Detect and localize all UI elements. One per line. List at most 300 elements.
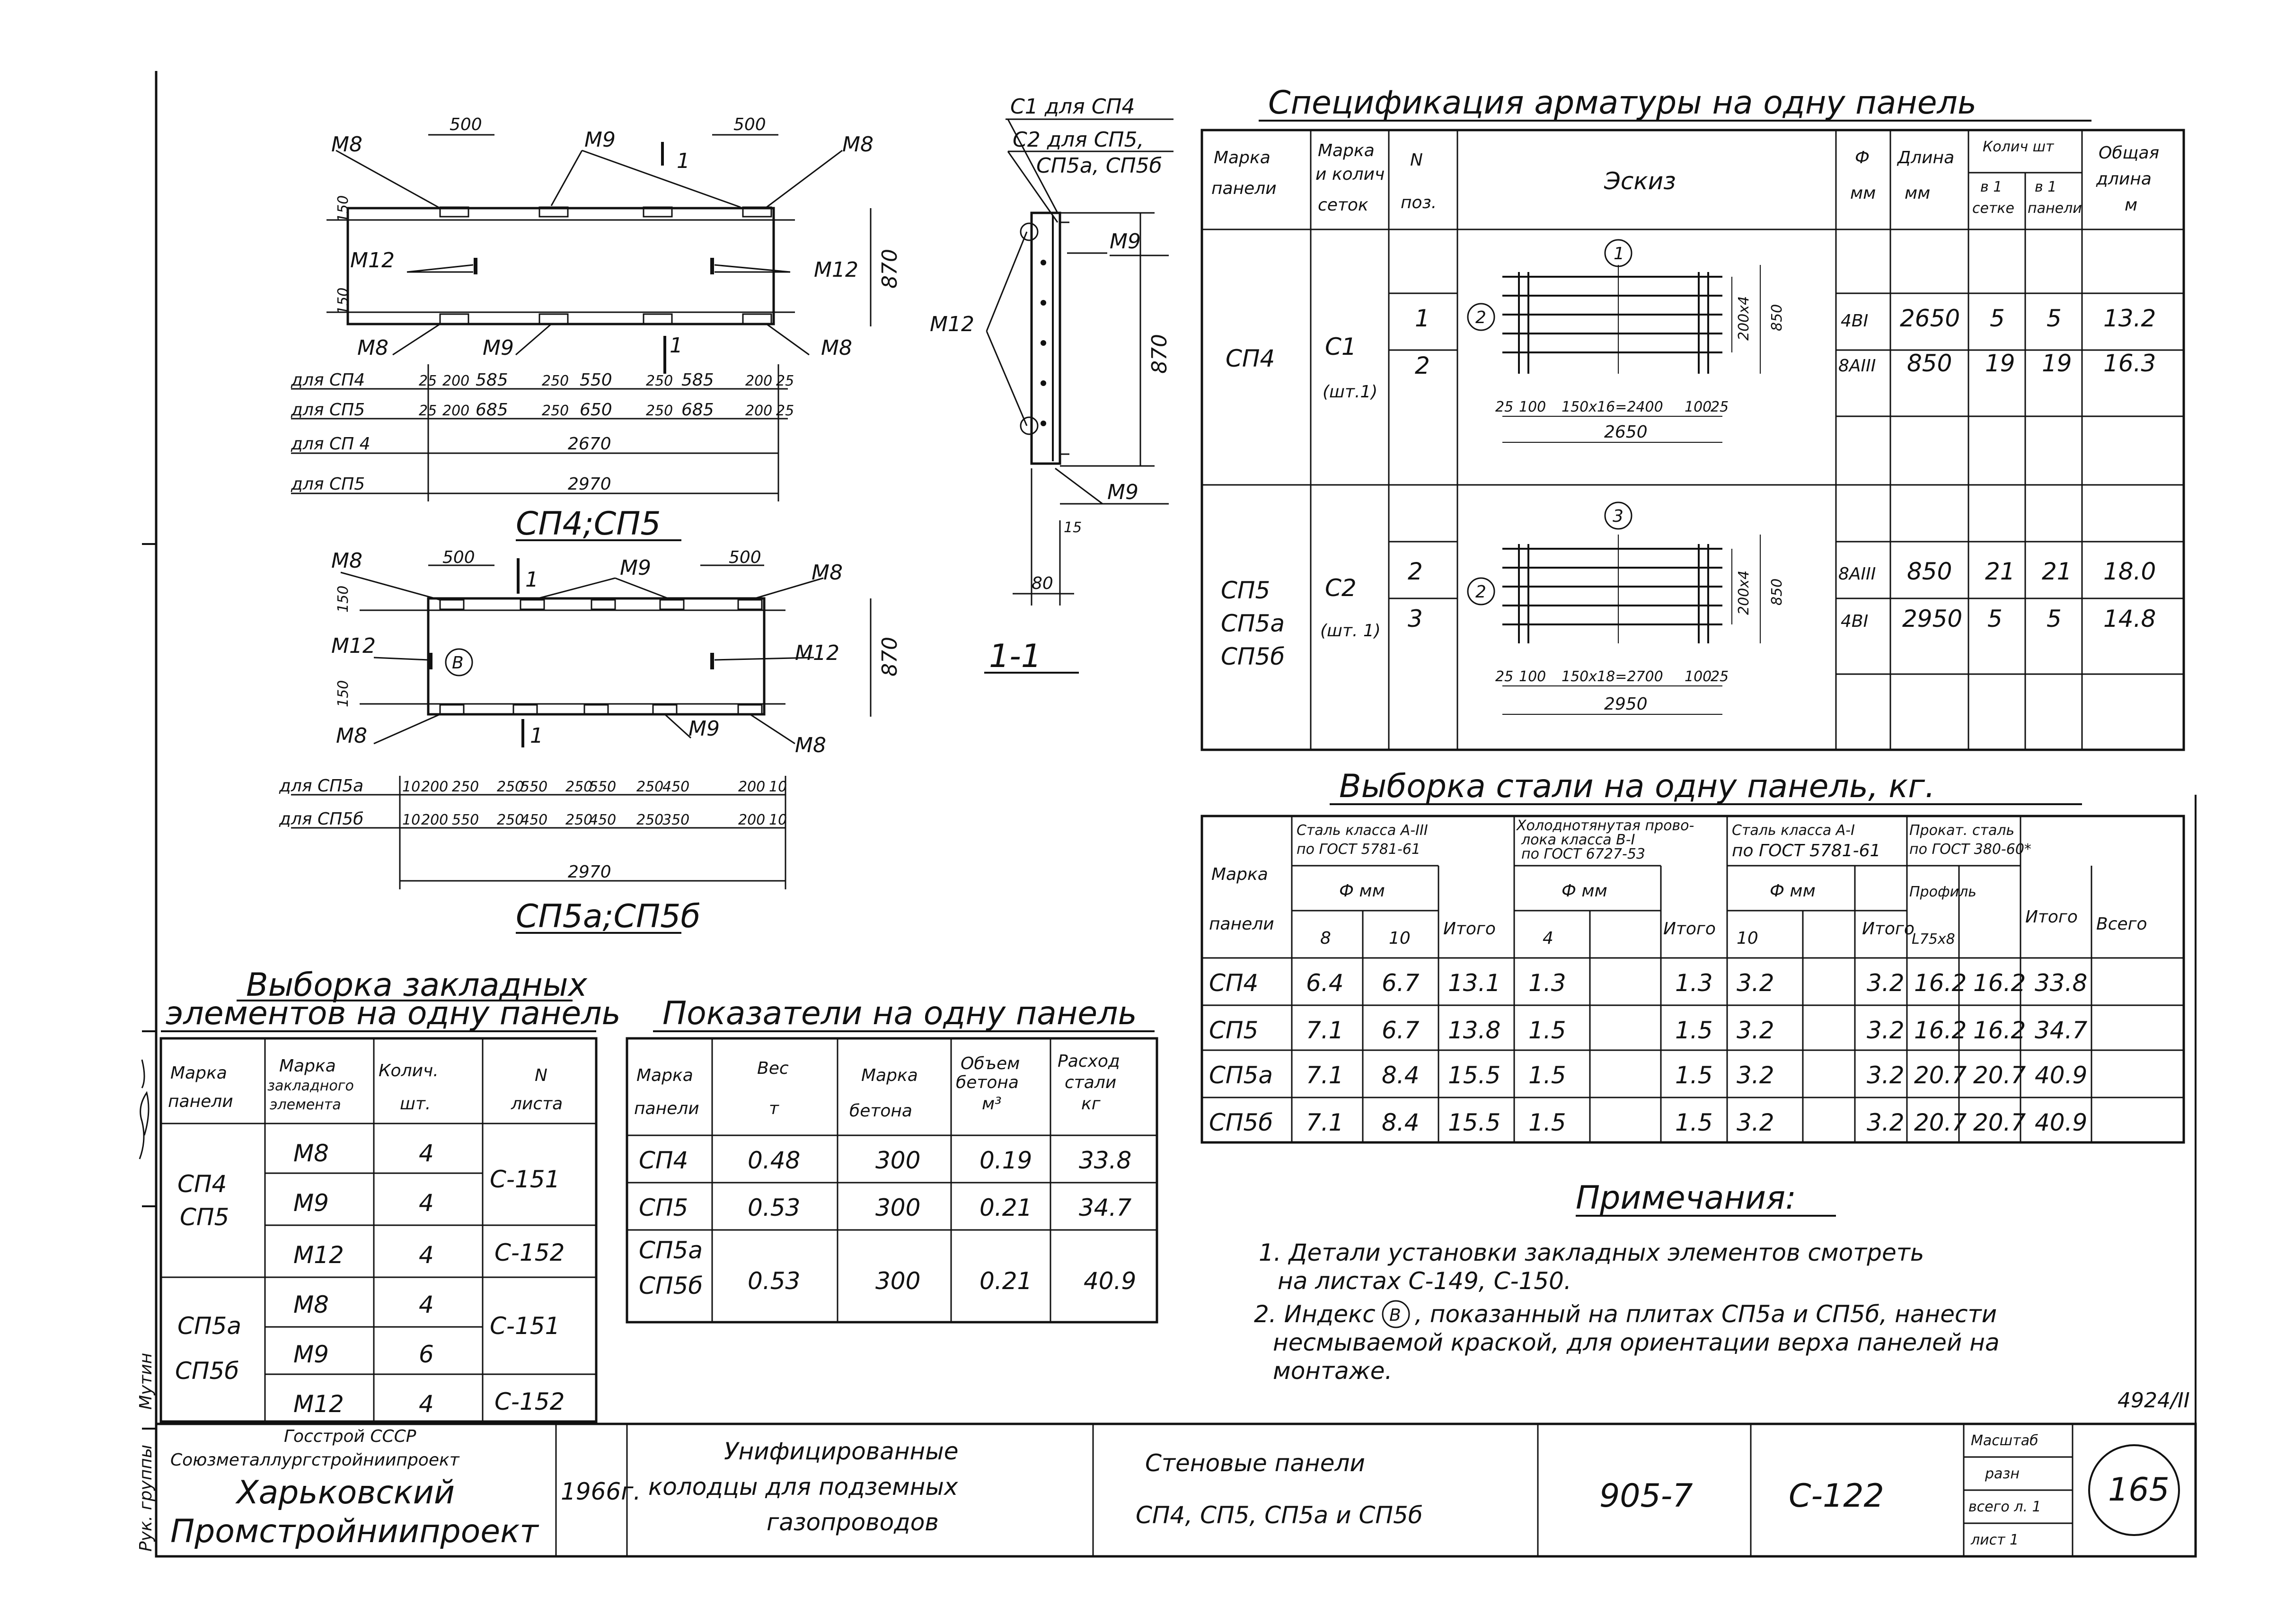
svg-text:разн: разн [1985, 1466, 2020, 1482]
svg-text:7.1: 7.1 [1306, 1017, 1344, 1044]
svg-text:С-152: С-152 [494, 1239, 565, 1266]
svg-text:7.1: 7.1 [1306, 1109, 1344, 1136]
section-1-1 [930, 95, 1173, 675]
svg-text:М9: М9 [293, 1189, 329, 1217]
svg-text:М12: М12 [293, 1390, 344, 1418]
svg-text:3.2: 3.2 [1737, 969, 1774, 997]
svg-text:Эскиз: Эскиз [1604, 167, 1676, 195]
svg-text:М8: М8 [795, 733, 826, 757]
svg-text:0.48: 0.48 [748, 1147, 801, 1174]
svg-text:Харьковский: Харьковский [237, 1474, 455, 1511]
svg-text:, показанный на плитах СП5а и: , показанный на плитах СП5а и СП5б, нанести [1415, 1300, 1997, 1328]
svg-text:Стеновые панели: Стеновые панели [1145, 1449, 1365, 1477]
svg-text:250: 250 [452, 779, 479, 795]
svg-text:150: 150 [335, 195, 352, 222]
series-number: 905-7 [1599, 1477, 1693, 1515]
svg-text:СП4: СП4 [1209, 969, 1259, 997]
svg-text:40.9: 40.9 [1084, 1267, 1137, 1295]
svg-text:по ГОСТ 380-60*: по ГОСТ 380-60* [1909, 841, 2031, 858]
svg-text:Марка: Марка [1214, 148, 1271, 167]
svg-text:585: 585 [476, 370, 508, 390]
svg-text:для СП5: для СП5 [291, 400, 365, 420]
svg-text:СП5а: СП5а [1221, 610, 1285, 637]
page-number: 165 [2108, 1471, 2170, 1509]
svg-text:1.3: 1.3 [1528, 969, 1566, 997]
svg-text:Итого: Итого [1443, 919, 1496, 939]
svg-text:10: 10 [1737, 929, 1758, 948]
svg-text:550: 550 [452, 812, 479, 828]
svg-text:0.21: 0.21 [979, 1267, 1032, 1295]
svg-text:2: 2 [1415, 352, 1430, 379]
label-m9-b: М9 [483, 336, 514, 360]
svg-text:М9: М9 [1107, 480, 1138, 504]
svg-text:2950: 2950 [1604, 694, 1648, 714]
svg-text:3.2: 3.2 [1867, 1109, 1905, 1136]
svg-text:10: 10 [402, 812, 421, 828]
svg-text:3.2: 3.2 [1867, 1017, 1905, 1044]
svg-text:кг: кг [1081, 1094, 1101, 1114]
svg-text:М8: М8 [812, 561, 843, 585]
svg-text:21: 21 [1985, 558, 2015, 585]
svg-text:16.2: 16.2 [1973, 1017, 2026, 1044]
svg-text:СП5а, СП5б: СП5а, СП5б [1036, 154, 1162, 178]
svg-text:Марка: Марка [170, 1063, 227, 1083]
svg-text:850: 850 [1769, 304, 1785, 331]
svg-text:685: 685 [476, 400, 508, 420]
label-m9-t: М9 [584, 128, 616, 152]
svg-text:25: 25 [1495, 668, 1514, 685]
svg-text:М12: М12 [293, 1241, 344, 1269]
svg-text:Вес: Вес [757, 1059, 789, 1078]
svg-text:М12: М12 [795, 641, 839, 665]
svg-text:2670: 2670 [568, 434, 611, 454]
steel-row-0 [1209, 969, 2087, 997]
svg-text:1.5: 1.5 [1675, 1017, 1713, 1044]
svg-text:200: 200 [738, 779, 766, 795]
svg-text:6.7: 6.7 [1382, 969, 1420, 997]
svg-text:13.1: 13.1 [1448, 969, 1501, 997]
svg-text:М8: М8 [293, 1140, 329, 1167]
svg-text:Сталь класса А-I: Сталь класса А-I [1732, 822, 1855, 839]
svg-text:по ГОСТ 6727-53: по ГОСТ 6727-53 [1521, 846, 1645, 862]
svg-text:для СП4: для СП4 [291, 370, 365, 390]
svg-text:1. Детали установки закладных: 1. Детали установки закладных элементов смотреть [1259, 1239, 1924, 1266]
label-m8-tr: М8 [842, 132, 873, 157]
caption-sp4-sp5: СП4;СП5 [516, 505, 661, 543]
svg-text:Колич шт: Колич шт [1983, 139, 2054, 155]
svg-text:1.5: 1.5 [1675, 1109, 1713, 1136]
svg-text:СП5б: СП5б [639, 1272, 703, 1299]
svg-text:450: 450 [662, 779, 690, 795]
svg-text:200х4: 200х4 [1736, 296, 1752, 341]
svg-text:850: 850 [1907, 558, 1952, 585]
svg-text:2970: 2970 [568, 862, 611, 882]
svg-text:8.4: 8.4 [1382, 1109, 1420, 1136]
svg-text:Ф: Ф [1855, 148, 1870, 167]
svg-text:8: 8 [1320, 929, 1331, 948]
svg-text:Итого: Итого [2025, 907, 2078, 927]
svg-text:Выборка закладных: Выборка закладных [246, 966, 587, 1004]
svg-text:С1: С1 [1325, 333, 1357, 360]
svg-text:250: 250 [542, 403, 569, 419]
svg-text:200: 200 [421, 779, 449, 795]
svg-text:СП4: СП4 [177, 1170, 227, 1198]
svg-text:Союзметаллургстройниипроект: Союзметаллургстройниипроект [170, 1450, 459, 1470]
svg-text:4: 4 [419, 1140, 434, 1167]
svg-text:19: 19 [1985, 350, 2015, 377]
margin-role: Рук. группы [136, 1444, 156, 1552]
margin-signatures [136, 1060, 156, 1552]
svg-text:панели: панели [168, 1092, 233, 1111]
svg-text:2650: 2650 [1900, 305, 1960, 332]
svg-text:150: 150 [335, 680, 352, 707]
svg-text:закладного: закладного [267, 1078, 354, 1094]
svg-text:Общая: Общая [2099, 143, 2160, 163]
svg-text:3: 3 [1613, 507, 1623, 526]
svg-text:СП5: СП5 [639, 1194, 688, 1221]
svg-text:Ф мм: Ф мм [1562, 881, 1607, 901]
svg-text:м³: м³ [982, 1094, 1002, 1114]
svg-text:2950: 2950 [1902, 605, 1963, 632]
spec-table [1202, 84, 2184, 750]
svg-text:2970: 2970 [568, 474, 611, 494]
svg-text:2: 2 [1475, 308, 1486, 327]
svg-text:25: 25 [419, 373, 437, 389]
svg-text:для СП5б: для СП5б [279, 809, 364, 829]
svg-text:Госстрой СССР: Госстрой СССР [284, 1427, 416, 1446]
svg-text:Объем: Объем [961, 1054, 1020, 1073]
svg-text:Итого: Итого [1862, 919, 1915, 939]
svg-text:лока класса В-I: лока класса В-I [1521, 832, 1635, 848]
svg-text:(шт. 1): (шт. 1) [1320, 621, 1381, 641]
svg-text:250: 250 [636, 779, 664, 795]
svg-text:панели: панели [634, 1099, 699, 1118]
svg-text:длина: длина [2096, 169, 2152, 189]
steel-title: Выборка стали на одну панель, кг. [1339, 768, 1935, 805]
index-mark-b: В [452, 653, 464, 673]
svg-text:850: 850 [1907, 350, 1952, 377]
svg-text:0.53: 0.53 [748, 1267, 801, 1295]
svg-text:СП5б: СП5б [175, 1357, 239, 1385]
svg-text:С2 для СП5,: С2 для СП5, [1013, 128, 1144, 152]
dim-row-sp5a [279, 776, 787, 796]
svg-text:585: 585 [681, 370, 714, 390]
svg-text:Всего: Всего [2096, 914, 2147, 934]
svg-text:N: N [535, 1066, 547, 1085]
svg-text:16.3: 16.3 [2103, 350, 2156, 377]
svg-text:25: 25 [1495, 399, 1514, 415]
svg-text:шт.: шт. [400, 1094, 431, 1114]
notes-title: Примечания: [1576, 1179, 1796, 1217]
svg-text:20.7: 20.7 [1914, 1062, 1967, 1089]
svg-text:150: 150 [335, 287, 352, 315]
svg-text:200: 200 [442, 373, 470, 389]
svg-text:3.2: 3.2 [1737, 1109, 1774, 1136]
svg-text:4: 4 [419, 1291, 434, 1318]
svg-text:элементов на одну панель: элементов на одну панель [166, 995, 621, 1032]
svg-text:40.9: 40.9 [2035, 1062, 2088, 1089]
svg-text:м: м [2125, 195, 2138, 215]
svg-text:для СП5а: для СП5а [279, 776, 364, 796]
svg-text:М9: М9 [688, 717, 720, 741]
caption-1-1: 1-1 [989, 638, 1042, 675]
svg-text:870: 870 [878, 249, 902, 289]
svg-text:на листах С-149, С-150.: на листах С-149, С-150. [1278, 1267, 1571, 1295]
svg-text:19: 19 [2042, 350, 2072, 377]
svg-text:Марка: Марка [861, 1066, 918, 1085]
svg-text:15.5: 15.5 [1448, 1109, 1501, 1136]
svg-text:Итого: Итого [1663, 919, 1716, 939]
svg-text:100: 100 [1685, 399, 1712, 415]
svg-text:L75х8: L75х8 [1912, 931, 1955, 948]
svg-text:200: 200 [745, 403, 773, 419]
svg-text:СП5: СП5 [180, 1203, 229, 1231]
svg-text:С-151: С-151 [490, 1166, 560, 1193]
svg-text:Холоднотянутая прово-: Холоднотянутая прово- [1517, 817, 1694, 834]
svg-text:Сталь класса А-III: Сталь класса А-III [1297, 822, 1428, 839]
svg-text:25: 25 [776, 373, 794, 389]
svg-text:в 1: в 1 [2035, 179, 2057, 195]
svg-text:250: 250 [497, 812, 524, 828]
svg-text:500: 500 [450, 115, 482, 134]
dim-row-sp5 [291, 400, 794, 420]
svg-text:6: 6 [419, 1341, 434, 1368]
label-m8-tl: М8 [331, 132, 362, 157]
svg-text:500: 500 [729, 548, 761, 567]
svg-text:300: 300 [875, 1147, 921, 1174]
svg-text:16.2: 16.2 [1914, 1017, 1967, 1044]
svg-text:4: 4 [419, 1390, 434, 1418]
svg-text:150х18=2700: 150х18=2700 [1562, 668, 1663, 685]
svg-text:бетона: бетона [956, 1073, 1019, 1092]
svg-text:100: 100 [1519, 668, 1546, 685]
svg-text:колодцы для подземных: колодцы для подземных [648, 1473, 958, 1501]
svg-text:25: 25 [419, 403, 437, 419]
svg-text:870: 870 [878, 637, 902, 676]
svg-text:3.2: 3.2 [1737, 1062, 1774, 1089]
label-m12-r: М12 [814, 258, 858, 282]
svg-text:по ГОСТ 5781-61: по ГОСТ 5781-61 [1297, 841, 1421, 858]
svg-text:2: 2 [1475, 582, 1486, 602]
dim-row-sp5b [279, 809, 787, 829]
svg-text:40.9: 40.9 [2035, 1109, 2088, 1136]
svg-text:1.5: 1.5 [1675, 1062, 1713, 1089]
svg-text:В: В [1389, 1306, 1401, 1325]
svg-text:6.4: 6.4 [1306, 969, 1344, 997]
margin-signature [140, 1060, 149, 1159]
svg-text:15: 15 [1064, 519, 1082, 536]
svg-text:3.2: 3.2 [1867, 969, 1905, 997]
svg-text:850: 850 [1769, 578, 1785, 606]
svg-text:300: 300 [875, 1194, 921, 1221]
svg-text:5: 5 [1987, 605, 2003, 632]
svg-text:2: 2 [1408, 558, 1423, 585]
spec-title: Спецификация арматуры на одну панель [1268, 84, 1977, 122]
svg-text:20.7: 20.7 [1973, 1062, 2026, 1089]
svg-text:Ф мм: Ф мм [1770, 881, 1816, 901]
steel-row-2 [1209, 1062, 2087, 1089]
svg-text:М9: М9 [620, 556, 651, 580]
svg-text:10: 10 [769, 779, 787, 795]
svg-text:870: 870 [1147, 334, 1172, 374]
svg-text:СП5б: СП5б [1221, 643, 1285, 670]
svg-text:500: 500 [442, 548, 475, 567]
svg-text:1: 1 [1614, 244, 1624, 263]
caption-sp5a-sp5b: СП5а;СП5б [516, 898, 701, 935]
svg-text:15.5: 15.5 [1448, 1062, 1501, 1089]
svg-text:34.7: 34.7 [2035, 1017, 2088, 1044]
svg-text:8.4: 8.4 [1382, 1062, 1420, 1089]
svg-text:1.5: 1.5 [1528, 1062, 1566, 1089]
svg-text:650: 650 [580, 400, 612, 420]
svg-text:М12: М12 [331, 634, 376, 658]
svg-text:4ВI: 4ВI [1841, 612, 1869, 631]
svg-text:С-152: С-152 [494, 1388, 565, 1415]
svg-text:550: 550 [589, 779, 617, 795]
svg-text:сеток: сеток [1318, 195, 1368, 215]
svg-text:монтаже.: монтаже. [1273, 1357, 1393, 1385]
svg-text:20.7: 20.7 [1914, 1109, 1967, 1136]
svg-text:1: 1 [1415, 305, 1430, 332]
svg-text:СП4, СП5, СП5а и СП5б: СП4, СП5, СП5а и СП5б [1136, 1501, 1423, 1529]
svg-text:мм: мм [1905, 184, 1931, 203]
svg-text:200: 200 [738, 812, 766, 828]
svg-text:550: 550 [580, 370, 612, 390]
svg-text:Марка: Марка [1211, 865, 1268, 884]
svg-text:550: 550 [521, 779, 548, 795]
svg-text:Марка: Марка [636, 1066, 693, 1085]
svg-text:200: 200 [745, 373, 773, 389]
svg-text:М8: М8 [331, 549, 362, 573]
svg-text:панели: панели [1209, 914, 1274, 934]
steel-row-1 [1209, 1017, 2088, 1044]
svg-text:500: 500 [733, 115, 766, 134]
svg-text:и колич: и колич [1315, 165, 1385, 184]
svg-text:3: 3 [1408, 605, 1423, 632]
svg-text:250: 250 [636, 812, 664, 828]
elevation-sp4-sp5 [291, 115, 902, 543]
svg-text:2650: 2650 [1604, 422, 1648, 442]
svg-text:3.2: 3.2 [1867, 1062, 1905, 1089]
label-m8-br: М8 [821, 336, 852, 360]
dim-row-sp4 [291, 370, 794, 390]
svg-text:33.8: 33.8 [2035, 969, 2088, 997]
svg-text:Профиль: Профиль [1909, 884, 1976, 900]
svg-text:250: 250 [646, 373, 673, 389]
svg-text:25: 25 [1711, 668, 1729, 685]
svg-text:14.8: 14.8 [2103, 605, 2156, 632]
svg-text:13.8: 13.8 [1448, 1017, 1501, 1044]
svg-text:4: 4 [419, 1241, 434, 1269]
svg-text:для СП 4: для СП 4 [291, 434, 371, 454]
svg-text:10: 10 [402, 779, 421, 795]
svg-text:150х16=2400: 150х16=2400 [1562, 399, 1663, 415]
svg-text:Унифицированные: Унифицированные [724, 1438, 959, 1465]
svg-text:0.19: 0.19 [979, 1147, 1032, 1174]
svg-text:5: 5 [1990, 305, 2005, 332]
svg-text:СП5а: СП5а [177, 1312, 241, 1340]
svg-text:100: 100 [1519, 399, 1546, 415]
steel-row-3 [1209, 1109, 2087, 1136]
svg-text:5: 5 [2047, 305, 2062, 332]
svg-text:0.53: 0.53 [748, 1194, 801, 1221]
notes [1254, 1179, 2000, 1385]
svg-text:М12: М12 [930, 312, 974, 336]
svg-text:1.5: 1.5 [1528, 1109, 1566, 1136]
svg-text:21: 21 [2042, 558, 2072, 585]
svg-text:250: 250 [565, 812, 593, 828]
svg-text:1.5: 1.5 [1528, 1017, 1566, 1044]
svg-text:С-151: С-151 [490, 1312, 560, 1340]
svg-text:панели: панели [2028, 200, 2082, 217]
svg-text:М9: М9 [1110, 229, 1141, 254]
svg-text:8АIII: 8АIII [1838, 564, 1876, 584]
svg-text:685: 685 [681, 400, 714, 420]
svg-text:350: 350 [662, 812, 690, 828]
archive-number: 4924/II [2118, 1388, 2190, 1413]
svg-text:М9: М9 [293, 1341, 329, 1368]
svg-text:4: 4 [1543, 929, 1553, 948]
svg-text:СП4: СП4 [639, 1147, 688, 1174]
svg-text:несмываемой краской, для ориен: несмываемой краской, для ориентации верха панелей на [1273, 1329, 2000, 1356]
svg-text:100: 100 [1685, 668, 1712, 685]
indicators-table [627, 995, 1157, 1322]
svg-text:200х4: 200х4 [1736, 570, 1752, 615]
svg-text:Прокат. сталь: Прокат. сталь [1909, 822, 2015, 839]
svg-text:СП5а: СП5а [1209, 1062, 1273, 1089]
label-m12-l: М12 [350, 248, 395, 272]
svg-text:поз.: поз. [1401, 193, 1437, 212]
svg-text:лист 1: лист 1 [1971, 1532, 2019, 1548]
svg-text:250: 250 [542, 373, 569, 389]
svg-text:8АIII: 8АIII [1838, 356, 1876, 376]
svg-text:всего л. 1: всего л. 1 [1968, 1499, 2041, 1515]
elevation-sp5a-sp5b [279, 548, 902, 935]
svg-text:13.2: 13.2 [2103, 305, 2156, 332]
svg-text:80: 80 [1032, 574, 1053, 593]
svg-text:Длина: Длина [1897, 148, 1955, 167]
svg-text:стали: стали [1065, 1073, 1117, 1092]
svg-text:5: 5 [2047, 605, 2062, 632]
svg-text:сетке: сетке [1972, 200, 2015, 217]
svg-text:4ВI: 4ВI [1841, 311, 1869, 331]
svg-text:7.1: 7.1 [1306, 1062, 1344, 1089]
svg-text:1: 1 [530, 724, 543, 748]
section-mark-bottom: 1 [670, 334, 683, 358]
embedded-table [161, 966, 621, 1422]
svg-text:Марка: Марка [279, 1056, 336, 1076]
svg-text:Марка: Марка [1318, 141, 1375, 160]
svg-text:34.7: 34.7 [1079, 1194, 1132, 1221]
svg-text:по ГОСТ 5781-61: по ГОСТ 5781-61 [1732, 841, 1881, 860]
svg-text:Расход: Расход [1058, 1052, 1120, 1071]
svg-text:С2: С2 [1325, 574, 1357, 602]
svg-text:Колич.: Колич. [379, 1061, 439, 1080]
svg-text:1966г.: 1966г. [561, 1478, 641, 1505]
svg-text:25: 25 [1711, 399, 1729, 415]
svg-text:в 1: в 1 [1980, 179, 2003, 195]
svg-text:10: 10 [769, 812, 787, 828]
svg-text:250: 250 [565, 779, 593, 795]
svg-text:М8: М8 [336, 724, 367, 748]
svg-text:18.0: 18.0 [2103, 558, 2156, 585]
svg-text:250: 250 [497, 779, 524, 795]
svg-text:Показатели на одну панель: Показатели на одну панель [662, 995, 1137, 1032]
svg-text:1: 1 [525, 568, 538, 592]
svg-text:С1 для СП4: С1 для СП4 [1010, 95, 1135, 119]
svg-text:6.7: 6.7 [1382, 1017, 1420, 1044]
svg-text:панели: панели [1211, 179, 1277, 198]
